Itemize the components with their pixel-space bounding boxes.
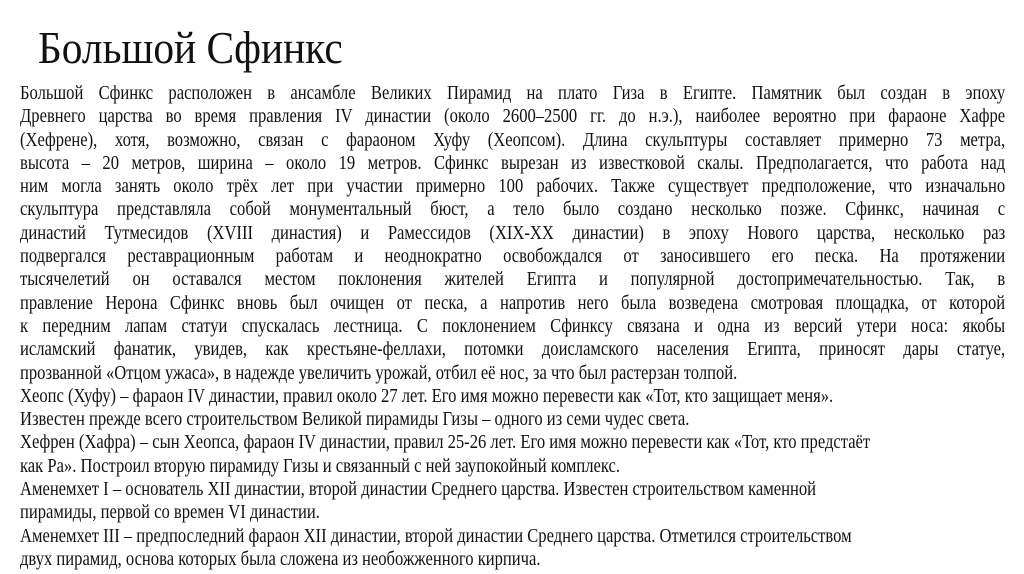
text-line: высота – 20 метров, ширина – около 19 метров. Сфинкс вырезан из известковой скалы. Предполагается, что работа над	[20, 152, 1006, 174]
text-line: династий Тутмесидов (XVIII династия) и Рамессидов (XIX-XX династии) в эпоху Нового царства, несколько раз	[20, 222, 1006, 244]
text-line: тысячелетий он оставался местом поклонения жителей Египта и популярной достопримечательностью. Так, в	[20, 269, 1006, 291]
text-line: подвергался реставрационным работам и неоднократно освобождался от заносившего его песка. На протяжении	[20, 246, 1006, 268]
text-line: Хеопс (Хуфу) – фараон IV династии, правил около 27 лет. Его имя можно перевести как «Тот, кто защищает меня».	[20, 385, 834, 407]
text-line: Известен прежде всего строительством Великой пирамиды Гизы – одного из семи чудес света.	[20, 409, 690, 431]
text-line: правление Нерона Сфинкс вновь был очищен от песка, а напротив него была возведена смотровая площадка, от которой	[20, 292, 1006, 314]
text-line: пирамиды, первой со времен VI династии.	[20, 502, 320, 524]
text-line: как Ра». Построил вторую пирамиду Гизы и связанный с ней заупокойный комплекс.	[20, 455, 621, 477]
paragraph-amenemhat-i	[20, 478, 1005, 525]
slide-title: Большой Сфинкс	[38, 22, 343, 73]
text-line: (Хефрене), хотя, возможно, связан с фараоном Хуфу (Хеопсом). Длина скульптуры составляет примерно 73 метра,	[20, 129, 1006, 151]
paragraph-khafre	[20, 431, 1005, 478]
paragraph-amenemhat-iii	[20, 525, 1005, 572]
text-line: к передним лапам статуи спускалась лестница. С поклонением Сфинксу связана и одна из версий утери носа: якобы	[20, 315, 1006, 337]
text-line: двух пирамид, основа которых была сложена из необожженного кирпича.	[20, 548, 541, 570]
text-line: Аменемхет III – предпоследний фараон XII династии, второй династии Среднего царства. Отметился строительством	[20, 525, 852, 547]
paragraph-sphinx	[20, 82, 1005, 385]
text-line: Хефрен (Хафра) – сын Хеопса, фараон IV династии, правил 25-26 лет. Его имя можно перевести как «Тот, кто предстаёт	[20, 432, 871, 454]
text-line: скульптура представляла собой монументальный бюст, а тело было создано несколько позже. Сфинкс, начиная с	[20, 199, 1006, 221]
text-line: ним могла занять около трёх лет при участии примерно 100 рабочих. Также существует предположение, что изначально	[20, 176, 1006, 198]
paragraph-cheops	[20, 385, 1005, 432]
text-line: Большой Сфинкс расположен в ансамбле Великих Пирамид на плато Гиза в Египте. Памятник был создан в эпоху	[20, 83, 1006, 104]
text-line: прозванной «Отцом ужаса», в надежде увеличить урожай, отбил её нос, за что был растерзан толпой.	[20, 362, 738, 384]
slide-body	[20, 82, 1005, 571]
text-line: Аменемхет I – основатель XII династии, второй династии Среднего царства. Известен строительством каменной	[20, 479, 817, 501]
text-line: исламский фанатик, увидев, как крестьяне-феллахи, потомки доисламского населения Египта, приносят дары статуе,	[20, 339, 1006, 361]
text-line: Древнего царства во время правления IV династии (около 2600–2500 гг. до н.э.), наиболее вероятно при фараоне Хафре	[20, 106, 1006, 128]
